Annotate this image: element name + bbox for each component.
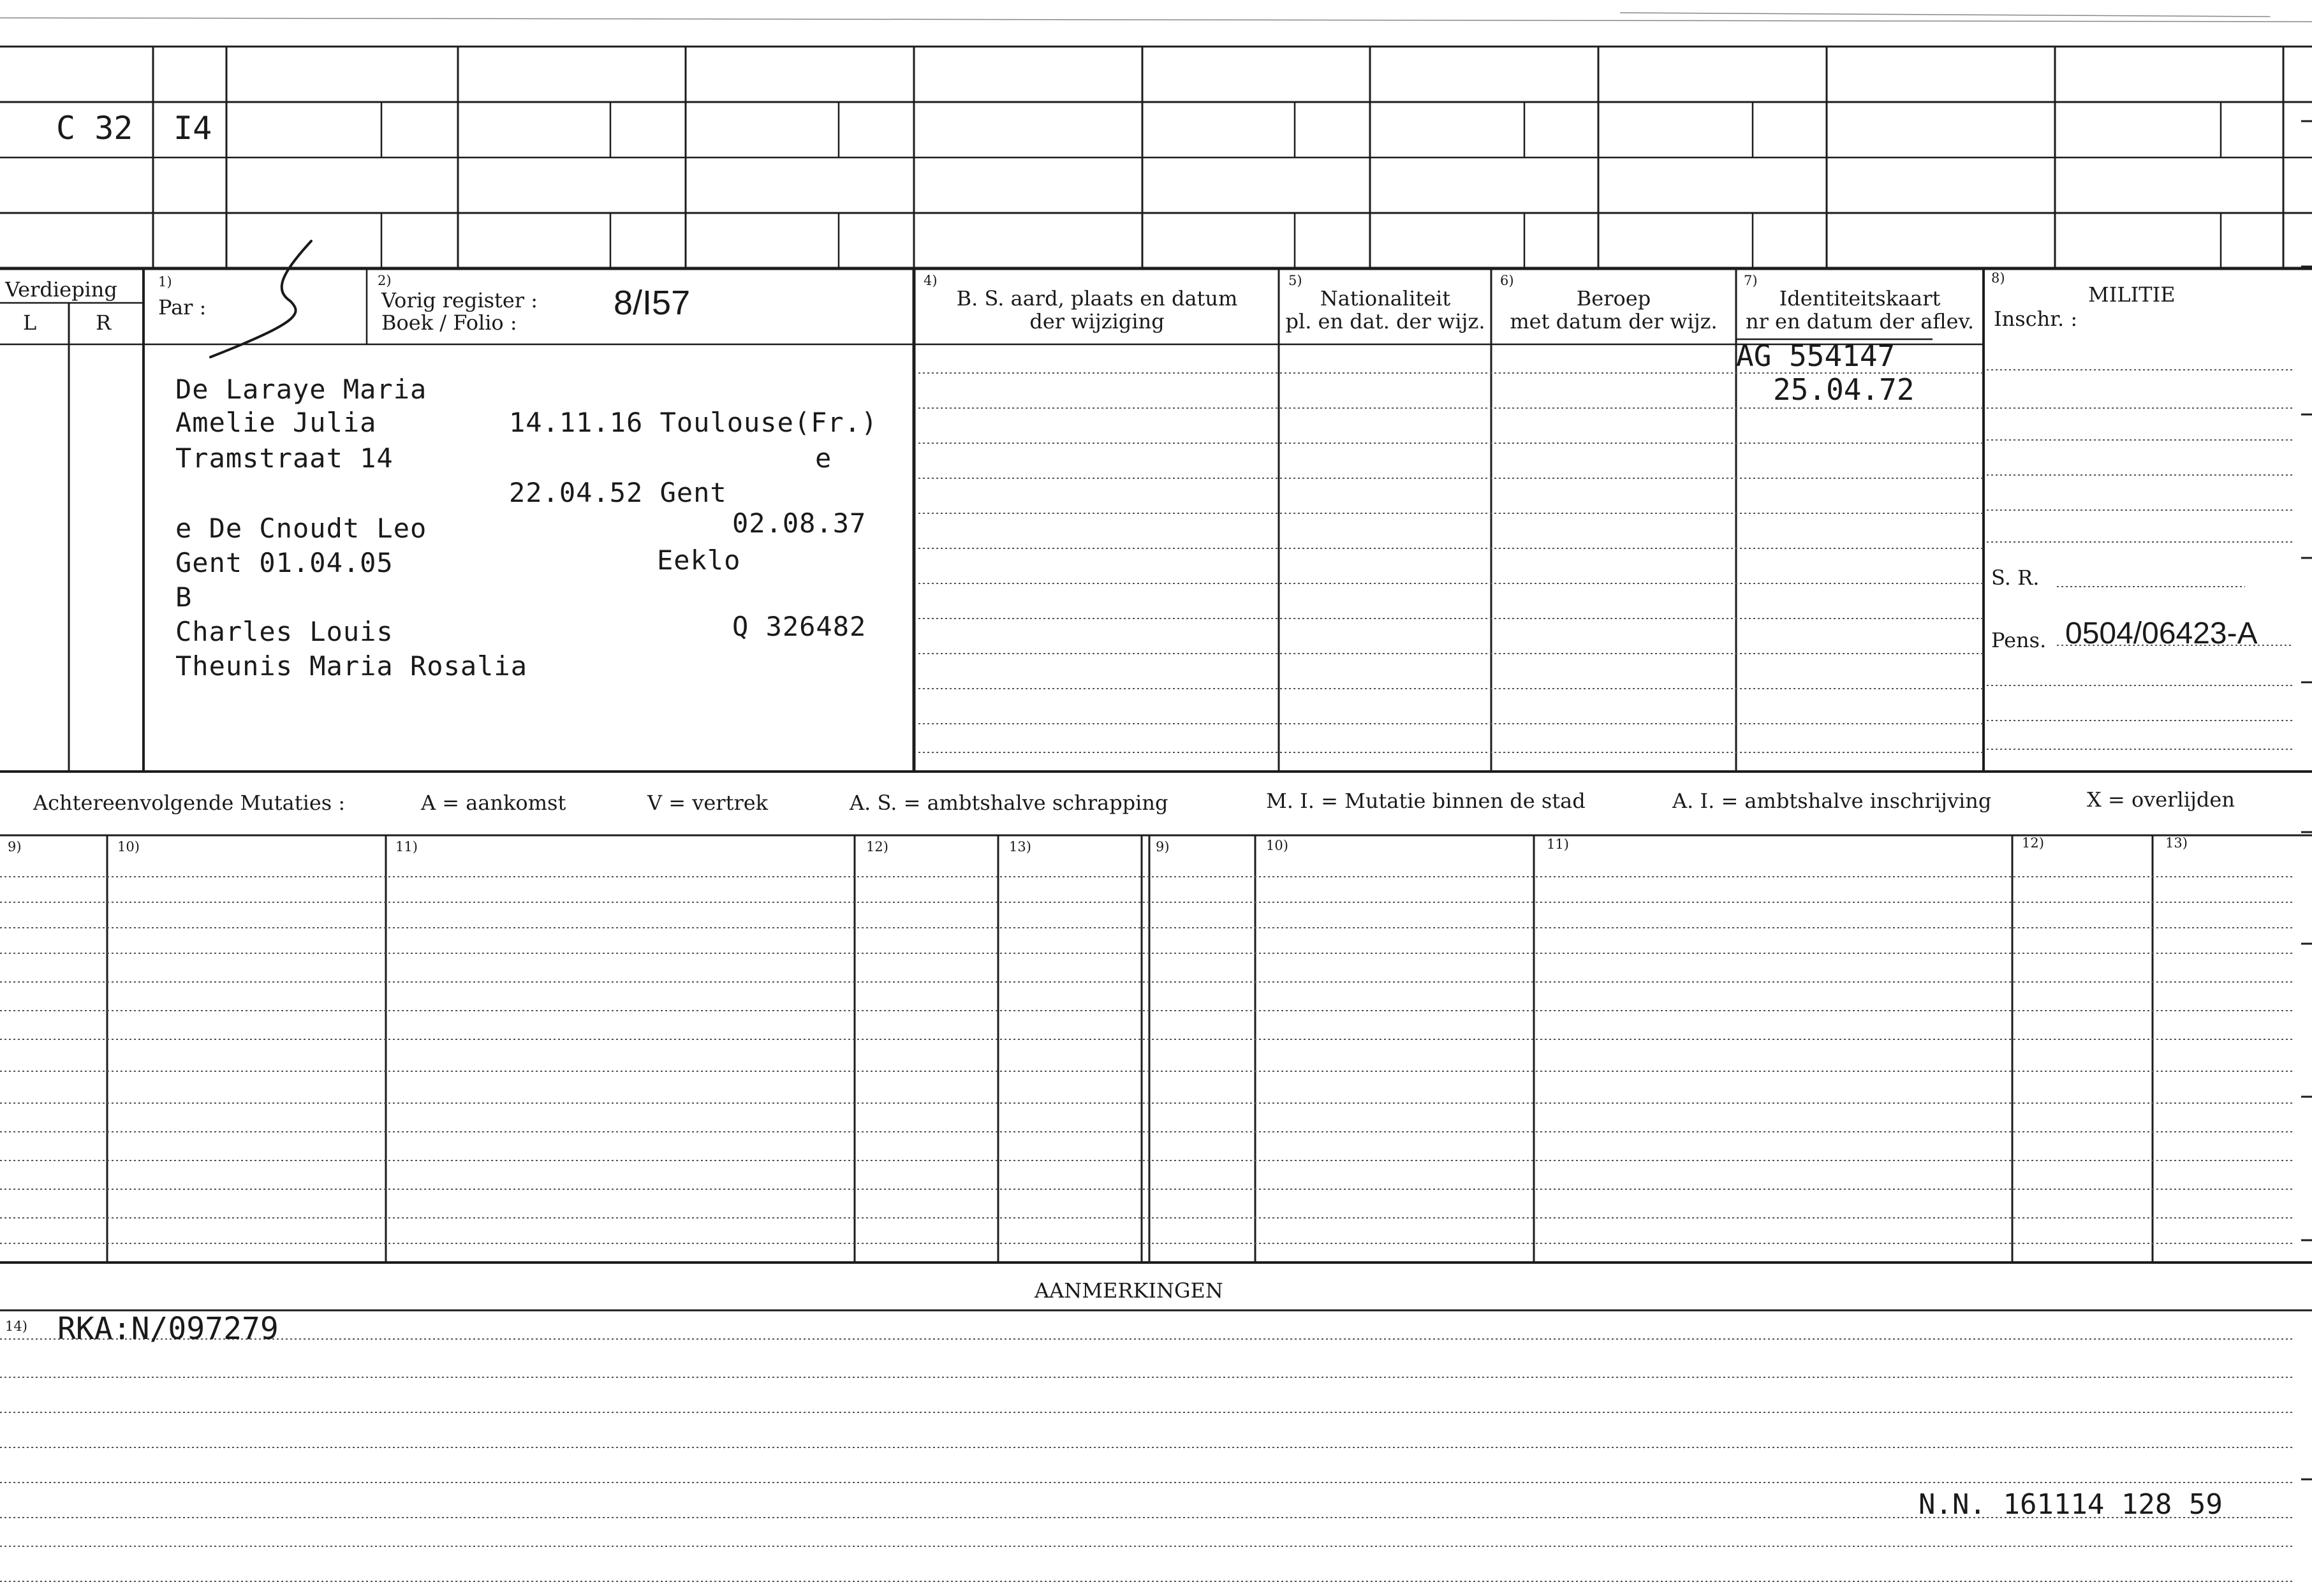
vorig-register-label: Vorig register : bbox=[381, 288, 538, 312]
national-number: N.N. 161114 128 59 bbox=[1918, 1488, 2223, 1521]
code-b: I4 bbox=[173, 110, 212, 147]
militie-title: MILITIE bbox=[2088, 282, 2176, 307]
remarks-entry: RKA:N/097279 bbox=[57, 1311, 279, 1347]
legend-overlijden: X = overlijden bbox=[2087, 787, 2235, 812]
identiteitskaart-subheader: nr en datum der aflev. bbox=[1745, 309, 1975, 333]
verdieping-right-label: R bbox=[96, 311, 112, 335]
legend-mutatie: M. I. = Mutatie binnen de stad bbox=[1266, 789, 1586, 813]
remarks-field-number: 14) bbox=[5, 1319, 27, 1334]
nationaliteit-subheader: pl. en dat. der wijz. bbox=[1285, 309, 1485, 333]
mut-col-12-left: 12) bbox=[866, 839, 888, 854]
mut-col-13-left: 13) bbox=[1009, 839, 1031, 854]
parent-name-1: Charles Louis bbox=[175, 616, 394, 647]
spouse-date: 02.08.37 bbox=[732, 508, 867, 539]
par-label: Par : bbox=[158, 295, 207, 319]
beroep-subheader: met datum der wijz. bbox=[1510, 309, 1718, 333]
militie-pens-label: Pens. bbox=[1991, 628, 2047, 652]
verdieping-label: Verdieping bbox=[5, 277, 117, 302]
identiteitskaart-header: Identiteitskaart bbox=[1779, 286, 1941, 311]
legend-aankomst: A = aankomst bbox=[421, 791, 566, 815]
beroep-header: Beroep bbox=[1576, 286, 1651, 311]
mut-col-13-right: 13) bbox=[2165, 835, 2188, 851]
parent-code: Q 326482 bbox=[732, 611, 867, 642]
militie-field-number: 8) bbox=[1991, 270, 2005, 286]
militie-inschr-label: Inschr. : bbox=[1994, 307, 2078, 331]
marriage-date-place: 22.04.52 Gent bbox=[509, 477, 727, 508]
nat-field-number: 5) bbox=[1288, 273, 1302, 288]
ident-field-number: 7) bbox=[1744, 273, 1758, 288]
nationaliteit-header: Nationaliteit bbox=[1320, 286, 1451, 311]
code-a: C 32 bbox=[56, 110, 133, 147]
mut-col-10-right: 10) bbox=[1266, 838, 1288, 853]
bs-header-line2: der wijziging bbox=[1029, 309, 1165, 333]
legend-inschrijving: A. I. = ambtshalve inschrijving bbox=[1672, 789, 1992, 813]
verdieping-left-label: L bbox=[23, 311, 37, 335]
id-card-date: 25.04.72 bbox=[1773, 372, 1915, 407]
pension-number: 0504/06423-A bbox=[2065, 617, 2258, 650]
spouse-name: e De Cnoudt Leo bbox=[175, 513, 427, 544]
mut-col-12-right: 12) bbox=[2022, 835, 2044, 851]
remarks-title: AANMERKINGEN bbox=[1035, 1278, 1223, 1303]
bs-header-line1: B. S. aard, plaats en datum bbox=[956, 286, 1238, 311]
mut-col-11-right: 11) bbox=[1547, 837, 1569, 852]
mut-col-10-left: 10) bbox=[117, 839, 140, 854]
boek-folio-label: Boek / Folio : bbox=[381, 311, 517, 335]
bs-field-number: 4) bbox=[924, 273, 938, 288]
person-name-line2: Amelie Julia bbox=[175, 407, 377, 438]
par-field-number: 1) bbox=[158, 274, 172, 289]
person-address: Tramstraat 14 bbox=[175, 443, 394, 474]
mut-col-9-right: 9) bbox=[1156, 839, 1170, 854]
mut-col-9-left: 9) bbox=[8, 839, 22, 854]
id-card-number: AG 554147 bbox=[1736, 339, 1896, 373]
spouse-birth: Gent 01.04.05 bbox=[175, 547, 394, 578]
parent-name-2: Theunis Maria Rosalia bbox=[175, 650, 528, 682]
mut-col-11-left: 11) bbox=[395, 839, 418, 854]
vorig-field-number: 2) bbox=[378, 273, 392, 288]
militie-sr-label: S. R. bbox=[1991, 566, 2040, 590]
e-mark: e bbox=[815, 443, 832, 474]
b-mark: B bbox=[175, 582, 193, 613]
vorig-register-value: 8/I57 bbox=[614, 284, 691, 322]
person-name-line1: De Laraye Maria bbox=[175, 374, 427, 405]
legend-vertrek: V = vertrek bbox=[647, 791, 769, 815]
legend-schrapping: A. S. = ambtshalve schrapping bbox=[850, 791, 1168, 815]
beroep-field-number: 6) bbox=[1500, 273, 1514, 288]
person-birth: 14.11.16 Toulouse(Fr.) bbox=[509, 407, 878, 438]
spouse-place: Eeklo bbox=[657, 545, 741, 576]
mutations-title: Achtereenvolgende Mutaties : bbox=[33, 791, 346, 815]
